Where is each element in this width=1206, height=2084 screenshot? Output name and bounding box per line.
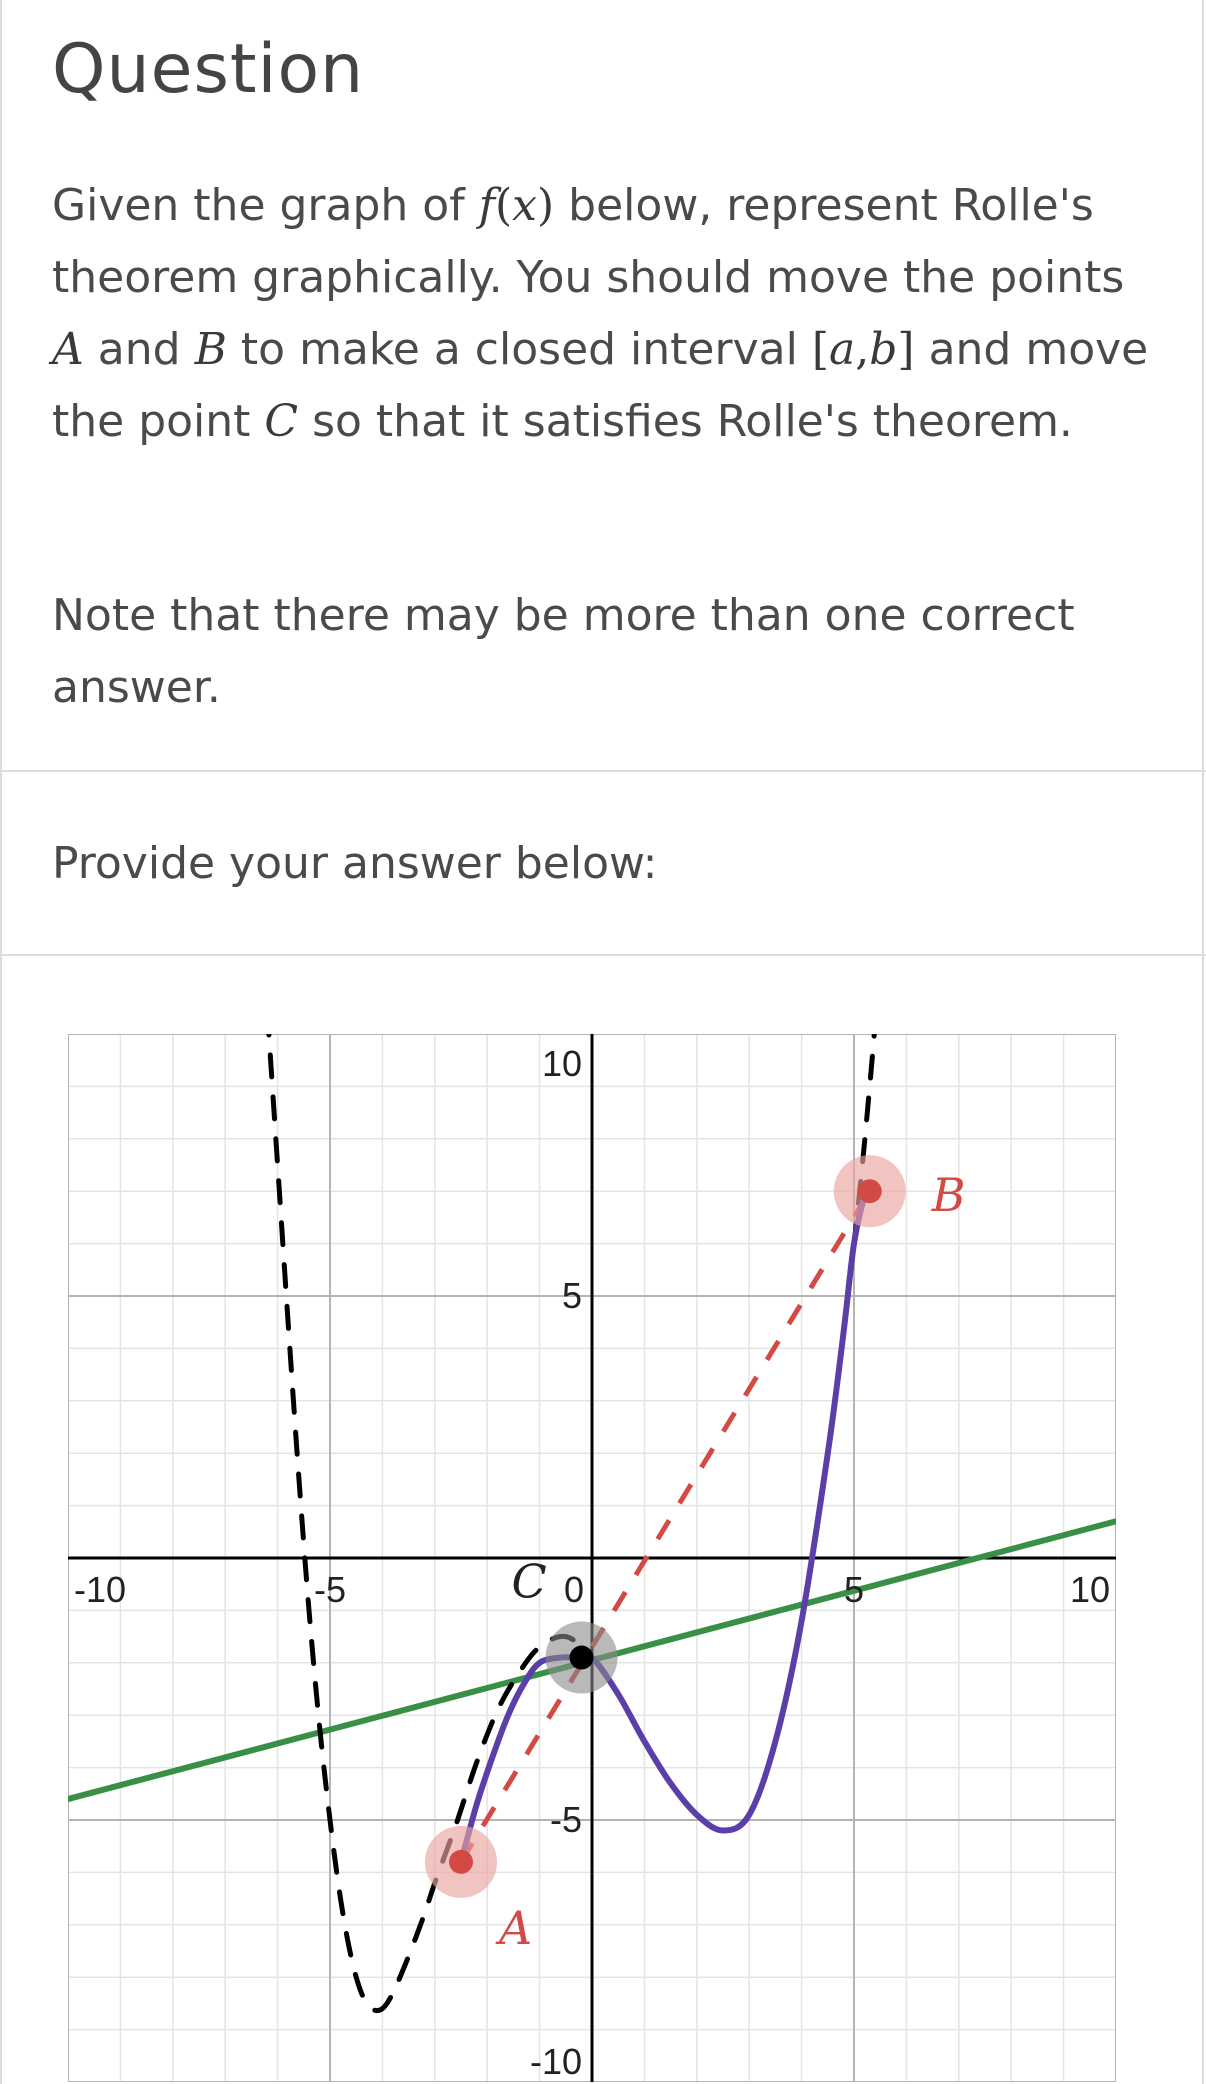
y-tick-label: -10 (529, 2041, 582, 2082)
question-text-and2: and move the point (52, 324, 1149, 447)
question-section (0, 0, 1206, 772)
point-B-handle[interactable] (834, 1155, 906, 1227)
y-tick-label: 10 (541, 1043, 582, 1084)
x-tick-label: 10 (1069, 1569, 1110, 1610)
point-A-label: A (499, 1900, 533, 1955)
question-text-part2: below, represent Rolle's theorem graphically. You should move the points (52, 180, 1125, 303)
x-tick-label: 5 (843, 1569, 865, 1610)
question-text-part3: to make a closed interval (240, 324, 798, 375)
point-A[interactable] (449, 1850, 473, 1874)
question-text (52, 170, 1162, 458)
question-text-part4: so that it satisfies Rolle's theorem. (312, 396, 1073, 447)
math-interval-close: ] (897, 324, 915, 375)
math-f: f (478, 180, 495, 231)
point-B-label: B (931, 1168, 966, 1223)
math-B: B (194, 324, 227, 375)
x-tick-label: 0 (563, 1569, 584, 1610)
x-tick-label: -10 (74, 1569, 127, 1610)
math-comma: , (855, 324, 870, 375)
math-x: x (512, 180, 537, 231)
point-B[interactable] (858, 1179, 882, 1203)
graph-canvas[interactable] (68, 1034, 1116, 2082)
math-paren-close: ) (537, 180, 555, 231)
question-text-and1: and (97, 324, 181, 375)
math-C: C (264, 396, 299, 447)
math-interval-open: [ (811, 324, 829, 375)
math-b: b (869, 324, 898, 375)
point-C[interactable] (570, 1646, 594, 1670)
math-paren-open: ( (495, 180, 513, 231)
point-C-label: C (511, 1554, 547, 1609)
y-tick-label: 5 (561, 1275, 582, 1316)
x-tick-label: -5 (313, 1569, 347, 1610)
question-note: Note that there may be more than one correct answer. (52, 590, 1075, 713)
math-a: a (828, 324, 856, 375)
y-tick-label: -5 (549, 1799, 582, 1840)
point-A-handle[interactable] (425, 1826, 497, 1898)
point-C-handle[interactable] (546, 1622, 618, 1694)
question-title: Question (52, 30, 365, 109)
math-A: A (52, 324, 84, 375)
question-text-part1: Given the graph of (52, 180, 465, 231)
answer-prompt: Provide your answer below: (52, 838, 658, 889)
answer-prompt-section (0, 772, 1206, 956)
